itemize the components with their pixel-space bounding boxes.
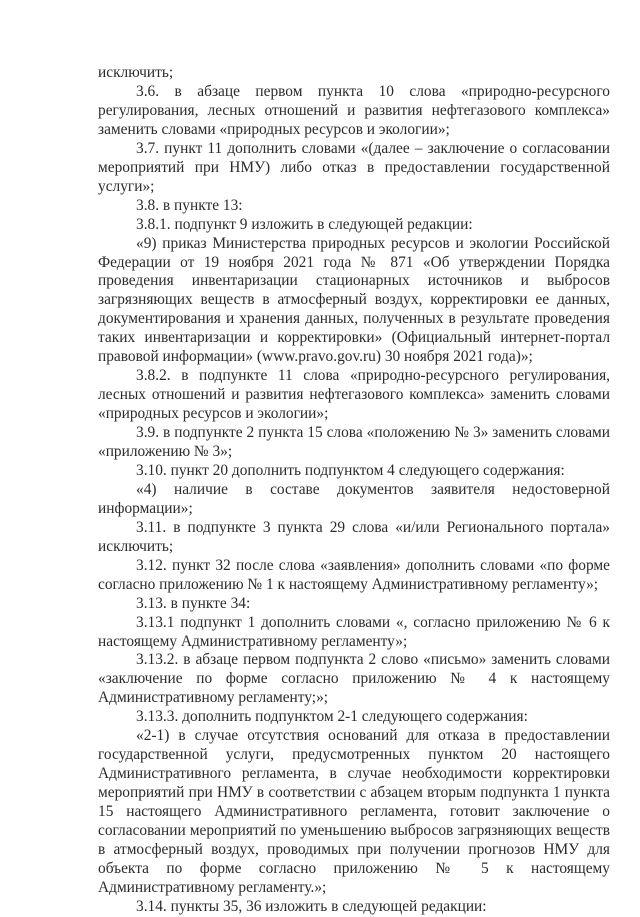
text-line: «4) наличие в составе документов заявителя недостоверной bbox=[136, 480, 610, 498]
text-line: 3.13.1 подпункт 1 дополнить словами «, согласно приложению № 6 к bbox=[136, 613, 610, 631]
text-line: 3.13.3. дополнить подпунктом 2-1 следующего содержания: bbox=[136, 708, 528, 726]
text-line: в атмосферный воздух, проводимых при получении прогнозов НМУ для bbox=[98, 840, 610, 858]
text-line: регулирования, лесных отношений и развития нефтегазового комплекса» bbox=[98, 101, 610, 119]
text-line: 3.11. в подпункте 3 пункта 29 слова «и/или Регионального портала» bbox=[136, 518, 610, 536]
text-line: Федерации от 19 ноября 2021 года № 871 «Об утверждении Порядка bbox=[98, 253, 610, 271]
text-line: «9) приказ Министерства природных ресурсов и экологии Российской bbox=[136, 234, 610, 252]
text-line: согласовании мероприятий по уменьшению выбросов загрязняющих веществ bbox=[98, 822, 610, 839]
text-line: государственной услуги, предусмотренных пунктом 20 настоящего bbox=[98, 746, 610, 764]
text-line: 3.6. в абзаце первом пункта 10 слова «природно-ресурсного bbox=[136, 82, 610, 100]
text-line: заменить словами «природных ресурсов и экологии»; bbox=[98, 120, 450, 138]
text-line: 3.8.2. в подпункте 11 слова «природно-ресурсного регулирования, bbox=[136, 367, 610, 385]
text-line: исключить; bbox=[98, 64, 174, 81]
text-line: загрязняющих веществ в атмосферный воздух, корректировки ее данных, bbox=[98, 291, 610, 309]
text-line: 15 настоящего Административного регламента, готовит заключение о bbox=[98, 803, 610, 821]
text-line: 3.14. пункты 35, 36 изложить в следующей редакции: bbox=[136, 897, 487, 915]
text-line: настоящему Административному регламенту»; bbox=[98, 632, 408, 650]
text-line: «приложению № 3»; bbox=[98, 443, 233, 460]
text-line: документирования и хранения данных, полученных в результате проведения bbox=[98, 310, 610, 328]
text-line: объекта по форме согласно приложению № 5 к настоящему bbox=[98, 859, 610, 877]
text-line: Административному регламенту;»; bbox=[98, 689, 329, 707]
text-line: 3.13. в пункте 34: bbox=[136, 594, 251, 612]
text-line: услуги»; bbox=[98, 177, 155, 195]
text-line: лесных отношений и развития нефтегазового комплекса» заменить словами bbox=[98, 386, 610, 404]
text-line: согласно приложению № 1 к настоящему Административному регламенту»; bbox=[98, 575, 599, 593]
text-line: «2-1) в случае отсутствия оснований для отказа в предоставлении bbox=[136, 727, 610, 745]
text-line: 3.12. пункт 32 после слова «заявления» дополнить словами «по форме bbox=[136, 556, 610, 574]
text-line: информации»; bbox=[98, 499, 193, 517]
text-line: мероприятий при НМУ в соответствии с абзацем вторым подпункта 1 пункта bbox=[98, 784, 610, 802]
text-line: правовой информации» (www.pravo.gov.ru) 30 ноября 2021 года)»; bbox=[98, 348, 533, 366]
text-line: мероприятий при НМУ) либо отказ в предоставлении государственной bbox=[98, 158, 610, 176]
text-line: 3.8. в пункте 13: bbox=[136, 196, 243, 214]
text-line: 3.7. пункт 11 дополнить словами «(далее – заключение о согласовании bbox=[136, 139, 610, 157]
text-line: Административного регламента, в случае необходимости корректировки bbox=[98, 765, 610, 783]
text-line: 3.9. в подпункте 2 пункта 15 слова «положению № 3» заменить словами bbox=[136, 424, 610, 442]
text-line: 3.8.1. подпункт 9 изложить в следующей редакции: bbox=[136, 215, 473, 233]
text-line: проведения инвентаризации стационарных источников и выбросов bbox=[98, 272, 610, 290]
text-line: таких инвентаризации и корректировки» (Официальный интернет-портал bbox=[98, 329, 610, 347]
text-line: исключить; bbox=[98, 537, 174, 555]
text-line: 3.10. пункт 20 дополнить подпунктом 4 следующего содержания: bbox=[136, 461, 565, 479]
text-line: «заключение по форме согласно приложению № 4 к настоящему bbox=[98, 670, 610, 688]
text-line: «природных ресурсов и экологии»; bbox=[98, 405, 329, 423]
text-line: Административному регламенту.»; bbox=[98, 878, 327, 896]
text-line: 3.13.2. в абзаце первом подпункта 2 слово «письмо» заменить словами bbox=[136, 651, 610, 669]
